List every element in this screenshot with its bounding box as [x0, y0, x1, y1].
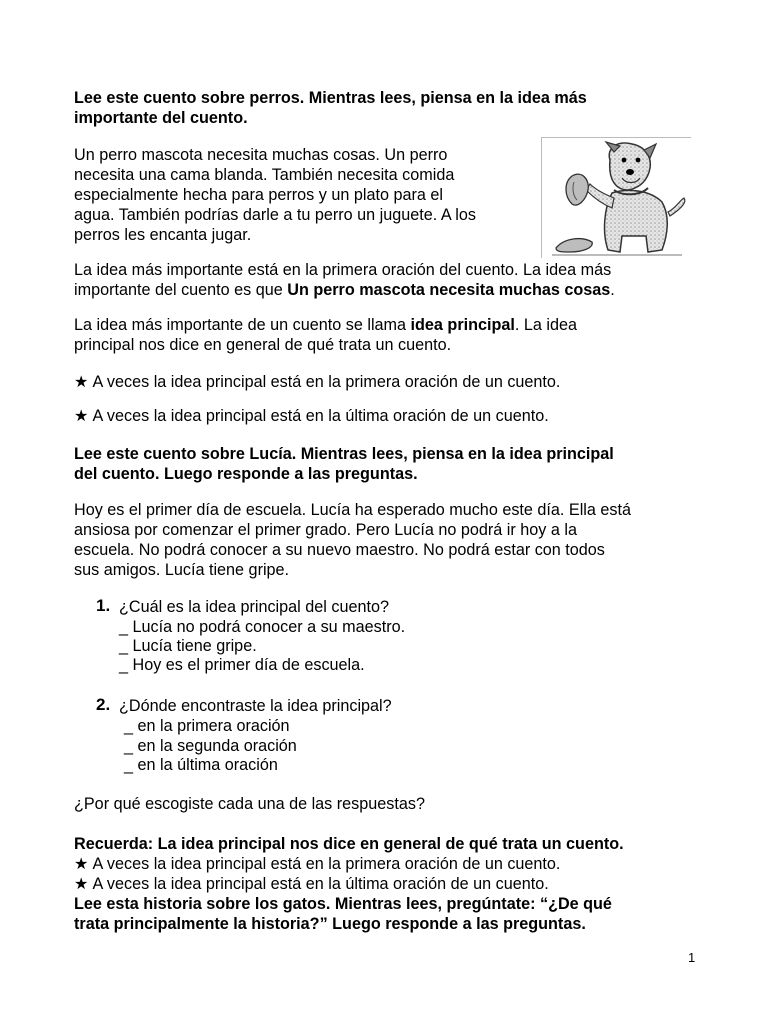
question-number: 1.: [96, 596, 111, 615]
paragraph-line: [74, 315, 694, 335]
why-line: ¿Por qué escogiste cada una de las respuestas?: [74, 795, 425, 813]
paragraph-line: principal nos dice en general de qué trata un cuento.: [74, 336, 452, 354]
answer-option[interactable]: _ en la primera oración: [124, 717, 290, 735]
cats-instruction-line: trata principalmente la historia?” Luego responde a las preguntas.: [74, 915, 586, 933]
paragraph-line: La idea más importante está en la primera oración del cuento. La idea más: [74, 261, 612, 279]
intro-line: Lee este cuento sobre Lucía. Mientras lees, piensa en la idea principal: [74, 445, 614, 463]
lucia-story: [74, 500, 694, 580]
answer-option[interactable]: _ Hoy es el primer día de escuela.: [119, 656, 365, 674]
story-line: sus amigos. Lucía tiene gripe.: [74, 561, 290, 579]
intro-line: Lee este cuento sobre perros. Mientras lees, piensa en la idea más: [74, 89, 587, 107]
main-idea-paragraph: [74, 260, 694, 300]
answer-option[interactable]: _ en la última oración: [124, 756, 278, 774]
paragraph-line: [74, 280, 694, 300]
paragraph-text: La idea más importante de un cuento se llama: [74, 316, 411, 334]
definition-paragraph: [74, 315, 694, 355]
intro-instructions-dogs: [74, 88, 694, 128]
dog-with-slipper-icon: [542, 138, 692, 259]
question-number: 2.: [96, 695, 111, 714]
dog-illustration: [541, 137, 691, 258]
tip-line: ★ A veces la idea principal está en la primera oración de un cuento.: [74, 854, 694, 874]
story-line: especialmente hecha para perros y un plato para el: [74, 186, 443, 204]
tip-last-sentence: [74, 406, 694, 426]
tip-line: ★ A veces la idea principal está en la primera oración de un cuento.: [74, 372, 694, 392]
remember-section: [74, 834, 694, 934]
tip-first-sentence: [74, 372, 694, 392]
page-number: 1: [688, 950, 696, 965]
story-line: perros les encanta jugar.: [74, 226, 252, 244]
answer-option[interactable]: _ en la segunda oración: [124, 737, 297, 755]
why-question: [74, 794, 694, 814]
cats-instruction-line: Lee esta historia sobre los gatos. Mientras lees, pregúntate: “¿De qué: [74, 895, 612, 913]
remember-heading: Recuerda: La idea principal nos dice en general de qué trata un cuento.: [74, 835, 624, 853]
paragraph-text: importante del cuento es que: [74, 281, 288, 299]
tip-line: ★ A veces la idea principal está en la última oración de un cuento.: [74, 874, 694, 894]
question-text: ¿Cuál es la idea principal del cuento?: [119, 598, 389, 616]
story-line: agua. También podrías darle a tu perro un juguete. A los: [74, 206, 476, 224]
story-line: necesita una cama blanda. También necesita comida: [74, 166, 455, 184]
tip-line: ★ A veces la idea principal está en la última oración de un cuento.: [74, 406, 694, 426]
story-line: Hoy es el primer día de escuela. Lucía ha esperado mucho este día. Ella está: [74, 501, 631, 519]
intro-instructions-lucia: [74, 444, 694, 484]
term-idea-principal: idea principal: [410, 316, 515, 334]
intro-line: del cuento. Luego responde a las preguntas.: [74, 465, 418, 483]
paragraph-text: . La idea: [514, 316, 578, 334]
answer-option[interactable]: _ Lucía no podrá conocer a su maestro.: [119, 618, 406, 636]
story-line: escuela. No podrá conocer a su nuevo maestro. No podrá estar con todos: [74, 541, 605, 559]
question-text: ¿Dónde encontraste la idea principal?: [119, 697, 392, 715]
answer-option[interactable]: _ Lucía tiene gripe.: [119, 637, 257, 655]
paragraph-punct: .: [610, 281, 615, 299]
story-line: ansiosa por comenzar el primer grado. Pero Lucía no podrá ir hoy a la: [74, 521, 577, 539]
main-idea-highlight: Un perro mascota necesita muchas cosas: [287, 281, 611, 299]
intro-line: importante del cuento.: [74, 109, 248, 127]
story-line: Un perro mascota necesita muchas cosas. Un perro: [74, 146, 448, 164]
